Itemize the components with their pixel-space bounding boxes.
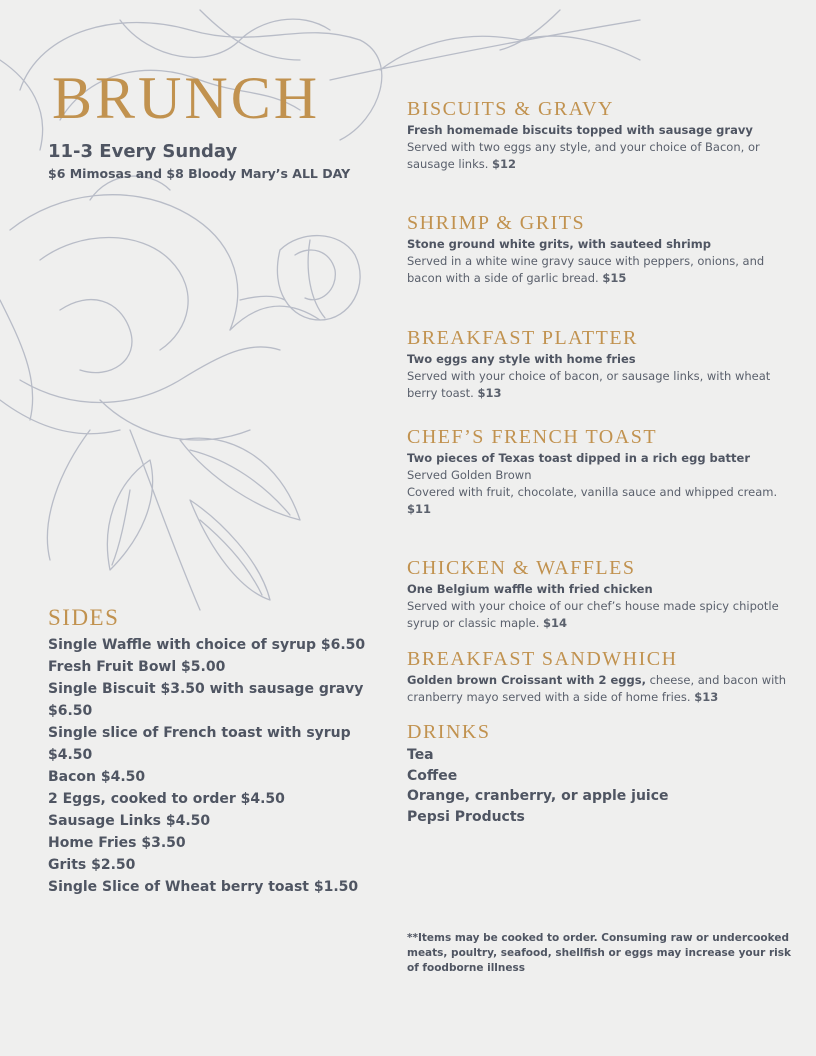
drink-item: Tea <box>407 747 434 763</box>
dish-description: Served in a white wine gravy sauce with peppers, onions, and bacon with a side of garlic bread. $15 <box>407 254 765 285</box>
dish-name: BREAKFAST PLATTER <box>407 327 638 349</box>
menu-item-breakfast-platter <box>407 328 802 402</box>
dish-subtitle: One Belgium waffle with fried chicken <box>407 582 653 596</box>
dish-price: $12 <box>492 157 517 171</box>
side-item: Single Biscuit $3.50 with sausage gravy $6.50 <box>48 681 364 719</box>
drinks-section <box>407 722 797 827</box>
brunch-hours: 11-3 Every Sunday <box>48 141 238 162</box>
dish-description: Served with two eggs any style, and your choice of Bacon, or sausage links. $12 <box>407 140 760 171</box>
dish-description: Golden brown Croissant with 2 eggs, cheese, and bacon with cranberry mayo served with a side of home fries. $13 <box>407 673 787 704</box>
side-item: Bacon $4.50 <box>48 769 146 785</box>
drink-item: Coffee <box>407 767 458 784</box>
dish-price: $11 <box>407 502 432 516</box>
menu-item-shrimp-grits <box>407 213 802 287</box>
dish-name: SHRIMP & GRITS <box>407 212 586 234</box>
dish-price: $13 <box>694 690 719 704</box>
sides-section <box>48 606 388 898</box>
side-item: Sausage Links $4.50 <box>48 813 211 829</box>
dish-description: Covered with fruit, chocolate, vanilla sauce and whipped cream. $11 <box>407 485 778 516</box>
dish-price: $15 <box>602 271 627 285</box>
sides-heading: SIDES <box>48 605 120 630</box>
menu-item-chicken-waffles <box>407 558 802 632</box>
drink-specials: $6 Mimosas and $8 Bloody Mary’s ALL DAY <box>48 166 351 181</box>
drink-item: Pepsi Products <box>407 808 525 825</box>
food-safety-disclaimer: **Items may be cooked to order. Consuming raw or undercooked meats, poultry, seafood, shellfish or eggs may increase your risk of foodborne illness <box>407 932 791 974</box>
side-item: Single slice of French toast with syrup $4.50 <box>48 725 351 763</box>
dish-name: BREAKFAST SANDWHICH <box>407 648 678 670</box>
side-item: Home Fries $3.50 <box>48 835 186 851</box>
dish-name: BISCUITS & GRAVY <box>407 98 614 120</box>
dish-subtitle: Golden brown Croissant with 2 eggs, <box>407 673 646 687</box>
menu-item-french-toast <box>407 427 802 518</box>
menu-item-breakfast-sandwich <box>407 649 802 706</box>
side-item: 2 Eggs, cooked to order $4.50 <box>48 791 285 807</box>
menu-title: BRUNCH <box>52 65 321 131</box>
dish-subtitle: Two pieces of Texas toast dipped in a rich egg batter <box>407 451 751 465</box>
menu-item-biscuits-gravy <box>407 99 802 173</box>
side-item: Fresh Fruit Bowl $5.00 <box>48 659 226 675</box>
dish-subtitle: Fresh homemade biscuits topped with sausage gravy <box>407 123 753 137</box>
drinks-heading: DRINKS <box>407 721 491 743</box>
dish-price: $13 <box>477 386 502 400</box>
dish-subtitle: Two eggs any style with home fries <box>407 352 636 366</box>
side-item: Grits $2.50 <box>48 857 136 873</box>
dish-description-line1: Served Golden Brown <box>407 468 532 482</box>
drink-item: Orange, cranberry, or apple juice <box>407 788 669 804</box>
dish-price: $14 <box>543 616 568 630</box>
dish-name: CHICKEN & WAFFLES <box>407 557 636 579</box>
side-item: Single Waffle with choice of syrup $6.50 <box>48 637 366 653</box>
dish-name: CHEF’S FRENCH TOAST <box>407 426 658 448</box>
dish-description: Served with your choice of our chef’s house made spicy chipotle syrup or classic maple. $14 <box>407 599 779 630</box>
dish-description: Served with your choice of bacon, or sausage links, with wheat berry toast. $13 <box>407 369 771 400</box>
dish-subtitle: Stone ground white grits, with sauteed shrimp <box>407 237 711 251</box>
side-item: Single Slice of Wheat berry toast $1.50 <box>48 879 359 895</box>
